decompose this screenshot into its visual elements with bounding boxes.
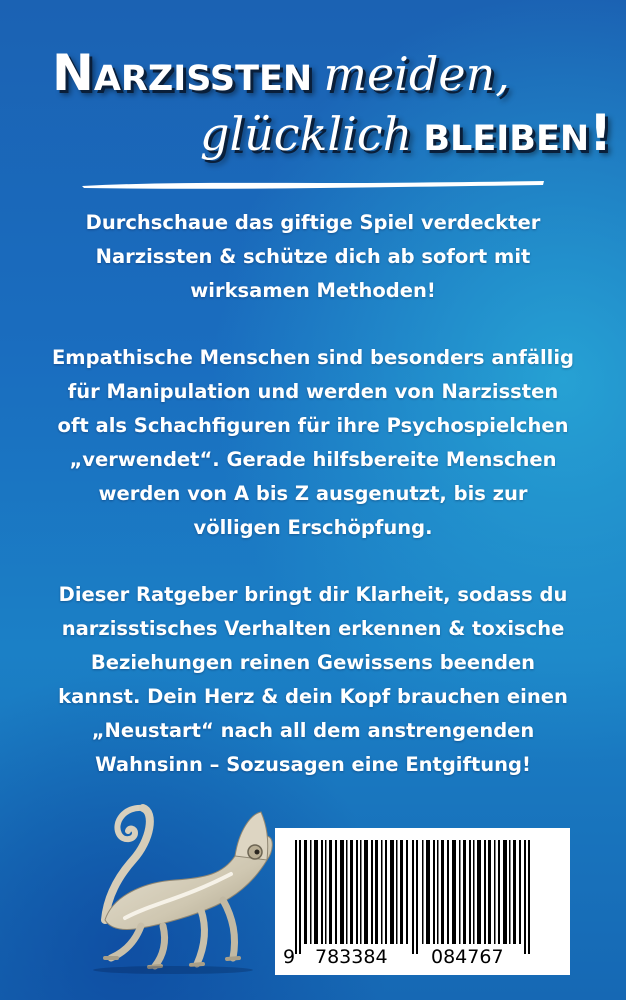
blurb-paragraph-1 bbox=[40, 206, 586, 308]
blurb-line: „verwendet“. Gerade hilfsbereite Menschen bbox=[69, 448, 557, 471]
blurb-line: Beziehungen reinen Gewissens beenden bbox=[90, 651, 536, 674]
barcode-first-digit: 9 bbox=[283, 946, 296, 968]
blurb-line: Narzissten & schütze dich ab sofort mit bbox=[95, 245, 531, 268]
chameleon-image bbox=[55, 800, 275, 975]
blurb-line: für Manipulation und werden von Narzissten bbox=[67, 380, 559, 403]
blurb-line: Durchschaue das giftige Spiel verdeckter bbox=[85, 211, 541, 234]
blurb-line: völligen Erschöpfung. bbox=[193, 516, 433, 539]
barcode-number bbox=[275, 946, 570, 970]
title-word-meiden: meiden, bbox=[323, 47, 510, 101]
blurb-line: Empathische Menschen sind besonders anfällig bbox=[51, 346, 575, 369]
title-line-2 bbox=[200, 104, 612, 162]
isbn-barcode bbox=[275, 828, 570, 975]
barcode-right-group: 084767 bbox=[431, 946, 504, 968]
blurb-line: werden von A bis Z ausgenutzt, bis zur bbox=[98, 482, 528, 505]
title-word-gluecklich: glücklich bbox=[200, 107, 413, 161]
blurb-line: kannst. Dein Herz & dein Kopf brauchen einen bbox=[58, 685, 568, 708]
blurb-paragraph-3 bbox=[40, 578, 586, 782]
title-word-bleiben: bleiben! bbox=[423, 104, 612, 162]
barcode-left-group: 783384 bbox=[315, 946, 388, 968]
blurb-line: oft als Schachfiguren für ihre Psychospielchen bbox=[57, 414, 569, 437]
blurb-line: wirksamen Methoden! bbox=[190, 279, 436, 302]
blurb-text bbox=[40, 206, 586, 782]
blurb-line: Dieser Ratgeber bringt dir Klarheit, sodass du bbox=[58, 583, 568, 606]
title-line-1 bbox=[52, 44, 510, 102]
blurb-paragraph-2 bbox=[40, 341, 586, 545]
title-word-narzissten: Narzissten bbox=[52, 44, 313, 102]
blurb-line: narzisstisches Verhalten erkennen & toxische bbox=[61, 617, 565, 640]
blurb-line: Wahnsinn – Sozusagen eine Entgiftung! bbox=[95, 753, 531, 776]
brush-stroke-divider bbox=[80, 178, 546, 192]
blurb-line: „Neustart“ nach all dem anstrengenden bbox=[91, 719, 535, 742]
